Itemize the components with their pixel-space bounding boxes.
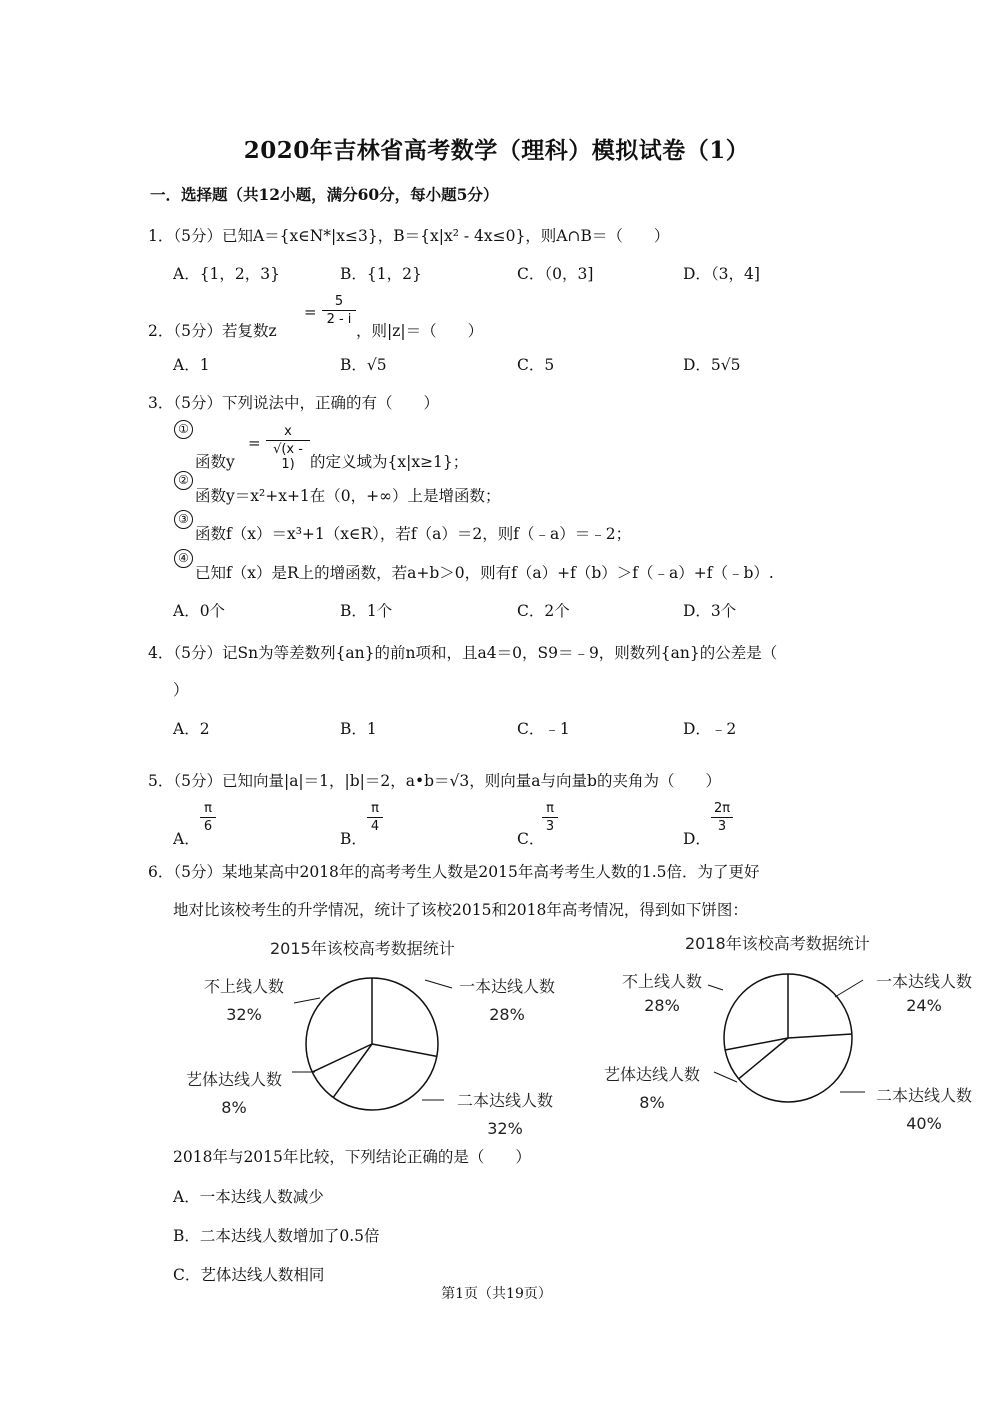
q2-option-b: B．√5 xyxy=(340,356,387,374)
q6-question: 2018年与2015年比较，下列结论正确的是（ ） xyxy=(173,1148,531,1166)
q5-option-d-frac: 2π 3 xyxy=(711,801,733,834)
q4-option-c: C．﹣1 xyxy=(517,720,570,738)
chart-2018-leader-1 xyxy=(708,985,723,990)
q4-stem-cont: ） xyxy=(173,681,189,699)
section-heading: 一．选择题（共12小题，满分60分，每小题5分） xyxy=(150,185,499,204)
q3-item1-frac-num: x xyxy=(284,424,292,439)
q3-option-a: A．0个 xyxy=(173,602,226,620)
q3-option-b: B．1个 xyxy=(340,602,393,620)
q5-stem: 5．（5分）已知向量|a|＝1，|b|＝2，a•b＝√3，则向量a与向量b的夹角为（ ） xyxy=(148,772,721,790)
q6-stem-line1: 6．（5分）某地某高中2018年的高考考生人数是2015年高考考生人数的1.5倍．为了更好 xyxy=(148,863,760,881)
q2-stem-pre: 2．（5分）若复数z xyxy=(148,322,277,340)
q5-option-c-frac: π 3 xyxy=(542,801,558,834)
q2-fraction xyxy=(322,294,356,327)
q4-option-b: B．1 xyxy=(340,720,377,738)
q3-option-c: C．2个 xyxy=(517,602,570,620)
q5-option-b-label: B． xyxy=(340,830,367,848)
q5-option-b-frac: π 4 xyxy=(367,801,383,834)
q2-equals: = xyxy=(304,303,317,321)
q3-item1-pre: 函数y xyxy=(195,453,235,471)
q2-frac-den: 2 - i xyxy=(326,312,352,327)
chart-2015-label-erben: 二本达线人数 32% xyxy=(456,1091,553,1138)
q6-option-b: B．二本达线人数增加了0.5倍 xyxy=(173,1227,380,1245)
q1-option-a: A．{1，2，3} xyxy=(173,265,281,283)
q1-stem: 1．（5分）已知A＝{x∈N*|x≤3}，B＝{x|x² - 4x≤0}，则A∩B＝（ ） xyxy=(148,227,670,245)
chart-2015-title: 2015年该校高考数据统计 xyxy=(270,939,455,958)
q5-option-a-label: A． xyxy=(173,830,200,848)
chart-2015-label-buxian: 不上线人数 32% xyxy=(203,977,284,1024)
chart-2018-title: 2018年该校高考数据统计 xyxy=(685,934,870,953)
chart-2018-leader-0 xyxy=(835,980,863,997)
q3-option-d: D．3个 xyxy=(683,602,737,620)
q5-option-a-frac: π 6 xyxy=(200,801,216,834)
q1-option-b: B．{1，2} xyxy=(340,265,422,283)
q3-item1-frac-den: √(x - 1) xyxy=(273,442,303,472)
q2-stem-post: ，则|z|＝（ ） xyxy=(356,322,484,340)
q6-stem-line2: 地对比该校考生的升学情况，统计了该校2015和2018年高考情况，得到如下饼图： xyxy=(173,901,748,919)
q5-option-d-label: D． xyxy=(683,830,711,848)
q3-item1-marker: ① xyxy=(174,418,193,439)
q3-item1-post: 的定义域为{x|x≥1}； xyxy=(310,453,469,471)
q2-option-c: C．5 xyxy=(517,356,555,374)
q3-item1-equals: = xyxy=(248,434,261,452)
chart-2015-label-yiben: 一本达线人数 28% xyxy=(458,977,555,1024)
page-title: 2020年吉林省高考数学（理科）模拟试卷（1） xyxy=(243,137,750,164)
q3-item3-marker: ③ xyxy=(174,508,193,529)
chart-2015-label-yiti: 艺体达线人数 8% xyxy=(185,1070,282,1117)
q3-item1-fraction xyxy=(266,424,310,472)
q4-option-d: D．﹣2 xyxy=(683,720,737,738)
q2-option-d: D．5√5 xyxy=(683,356,741,374)
q1-option-c: C．（0，3] xyxy=(517,265,594,283)
page-footer: 第1页（共19页） xyxy=(441,1286,552,1302)
chart-2018-label-erben: 二本达线人数 40% xyxy=(875,1086,972,1133)
q1-option-d: D．（3，4] xyxy=(683,265,760,283)
q5-option-c-label: C． xyxy=(517,830,545,848)
q4-stem: 4．（5分）记Sn为等差数列{an}的前n项和，且a4＝0，S9＝﹣9，则数列{an}的公差是（ xyxy=(148,644,778,662)
q6-option-a: A．一本达线人数减少 xyxy=(173,1188,324,1206)
chart-2018-label-buxian: 不上线人数 28% xyxy=(621,972,702,1015)
chart-2018-leader-2 xyxy=(714,1072,737,1082)
chart-2018-label-yiben: 一本达线人数 24% xyxy=(875,972,972,1015)
q2-option-a: A．1 xyxy=(173,356,210,374)
q6-option-c: C．艺体达线人数相同 xyxy=(173,1266,325,1284)
q3-item4: 已知f（x）是R上的增函数，若a+b＞0，则有f（a）+f（b）＞f（﹣a）+f（﹣b）. xyxy=(195,564,774,582)
chart-2015-leader-1 xyxy=(294,998,320,1003)
q4-option-a: A．2 xyxy=(173,720,210,738)
q3-item4-marker: ④ xyxy=(174,547,193,568)
q3-item2-marker: ② xyxy=(174,469,193,490)
chart-2015-leader-0 xyxy=(425,980,452,988)
q2-frac-num: 5 xyxy=(334,294,344,309)
q3-item2: 函数y＝x²+x+1在（0，+∞）上是增函数； xyxy=(195,487,501,505)
chart-2018-label-yiti: 艺体达线人数 8% xyxy=(603,1065,700,1112)
q3-item3: 函数f（x）＝x³+1（x∈R），若f（a）＝2，则f（﹣a）＝﹣2； xyxy=(195,525,632,543)
q3-stem: 3．（5分）下列说法中，正确的有（ ） xyxy=(148,394,439,412)
